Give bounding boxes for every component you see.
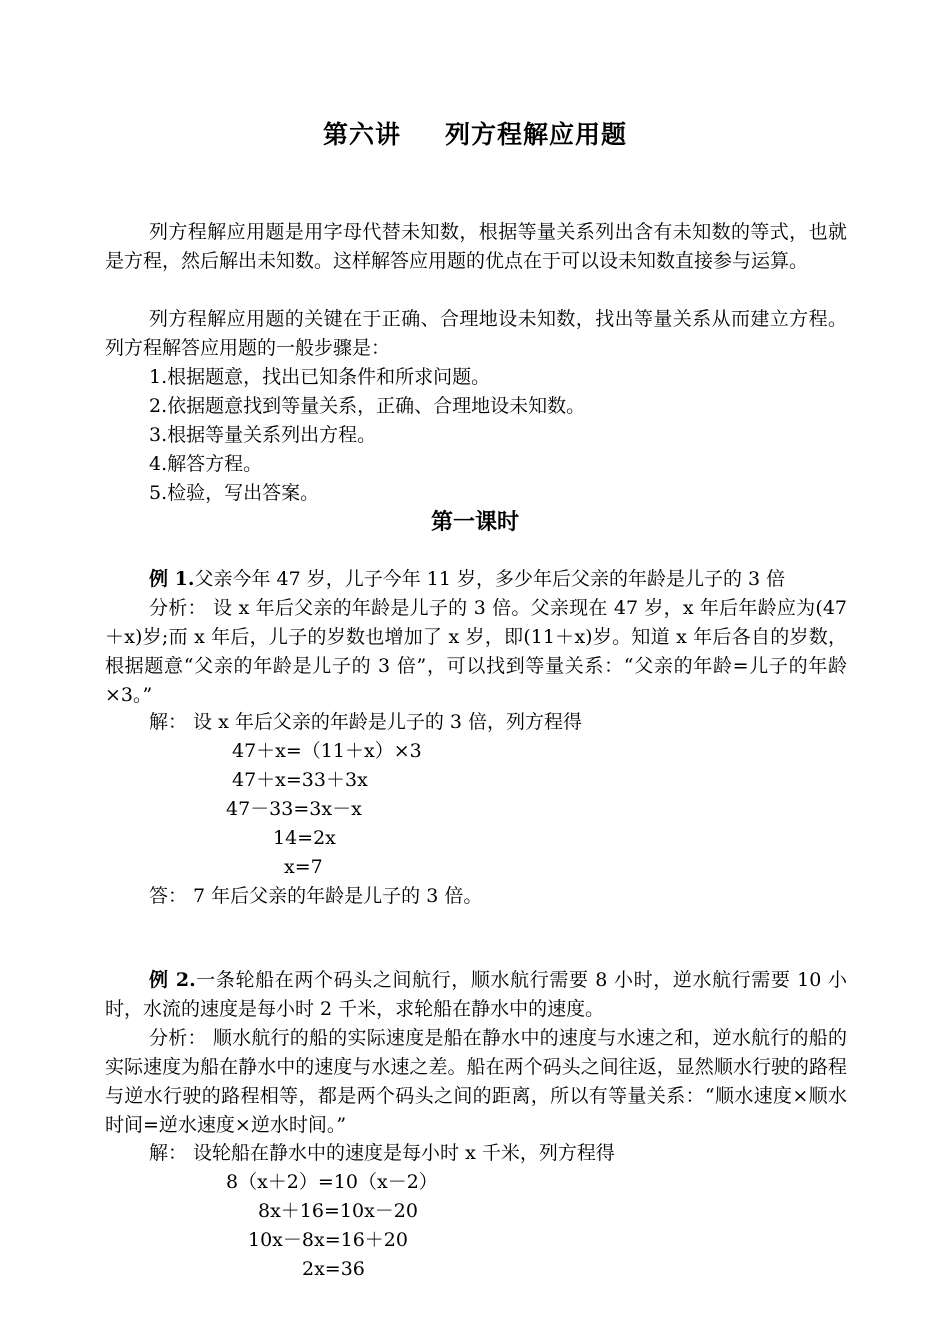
example2-solution: 解： 设轮船在静水中的速度是每小时 x 千米，列方程得 [149, 1142, 615, 1164]
intro-paragraph-2: 列方程解应用题的关键在于正确、合理地设未知数，找出等量关系从而建立方程。列方程解答应用题的一般步骤是： [105, 308, 847, 359]
step-item-2: 2.依据题意找到等量关系，正确、合理地设未知数。 [149, 395, 586, 417]
example2-analysis: 分析： 顺水航行的船的实际速度是船在静水中的速度与水速之和，逆水航行的船的实际速度为船在静水中的速度与水速之差。船在两个码头之间往返，显然顺水行驶的路程与逆水行驶的路程相等，都是两个码头之间的距离，所以有等量关系：“顺水速度×顺水时间=逆水速度×逆水时间。” [105, 1027, 847, 1136]
example1-label: 例 1. [149, 568, 195, 590]
page-title [0, 115, 950, 151]
lecture-topic: 列方程解应用题 [445, 120, 628, 149]
example1-question: 例 1.父亲今年 47 岁，儿子今年 11 岁，多少年后父亲的年龄是儿子的 3 倍 [149, 568, 786, 590]
step-item-4: 4.解答方程。 [149, 453, 263, 475]
lecture-number: 第六讲 [322, 120, 401, 149]
example1-answer: 答： 7 年后父亲的年龄是儿子的 3 倍。 [149, 885, 483, 907]
example2-step-4: 2x=36 [302, 1258, 365, 1280]
example2-question: 例 2.一条轮船在两个码头之间航行，顺水航行需要 8 小时，逆水航行需要 10 小时，水流的速度是每小时 2 千米，求轮船在静水中的速度。 [105, 969, 847, 1020]
example1-step-1: 47＋x=（11＋x）×3 [232, 740, 422, 762]
step-item-3: 3.根据等量关系列出方程。 [149, 424, 377, 446]
example1-analysis: 分析： 设 x 年后父亲的年龄是儿子的 3 倍。父亲现在 47 岁，x 年后年龄应为(47＋x)岁;而 x 年后，儿子的岁数也增加了 x 岁，即(11＋x)岁。知道 x 年后各自的岁数，根据题意“父亲的年龄是儿子的 3 倍”，可以找到等量关系：“父亲的年龄=儿子的年龄×3。” [105, 597, 847, 706]
example2-step-2: 8x＋16=10x－20 [258, 1200, 418, 1222]
intro-paragraph-1: 列方程解应用题是用字母代替未知数，根据等量关系列出含有未知数的等式，也就是方程，然后解出未知数。这样解答应用题的优点在于可以设未知数直接参与运算。 [105, 221, 847, 272]
example2-step-3: 10x－8x=16＋20 [248, 1229, 408, 1251]
step-item-5: 5.检验，写出答案。 [149, 482, 320, 504]
example1-step-2: 47＋x=33＋3x [232, 769, 368, 791]
example1-step-5: x=7 [284, 856, 323, 878]
example1-solution: 解： 设 x 年后父亲的年龄是儿子的 3 倍，列方程得 [149, 711, 583, 733]
example1-step-3: 47－33=3x－x [226, 798, 362, 820]
example2-label: 例 2. [149, 969, 196, 991]
example2-step-1: 8（x＋2）=10（x－2） [226, 1171, 438, 1193]
example1-step-4: 14=2x [273, 827, 336, 849]
section-heading: 第一课时 [430, 509, 519, 535]
step-item-1: 1.根据题意，找出已知条件和所求问题。 [149, 366, 491, 388]
